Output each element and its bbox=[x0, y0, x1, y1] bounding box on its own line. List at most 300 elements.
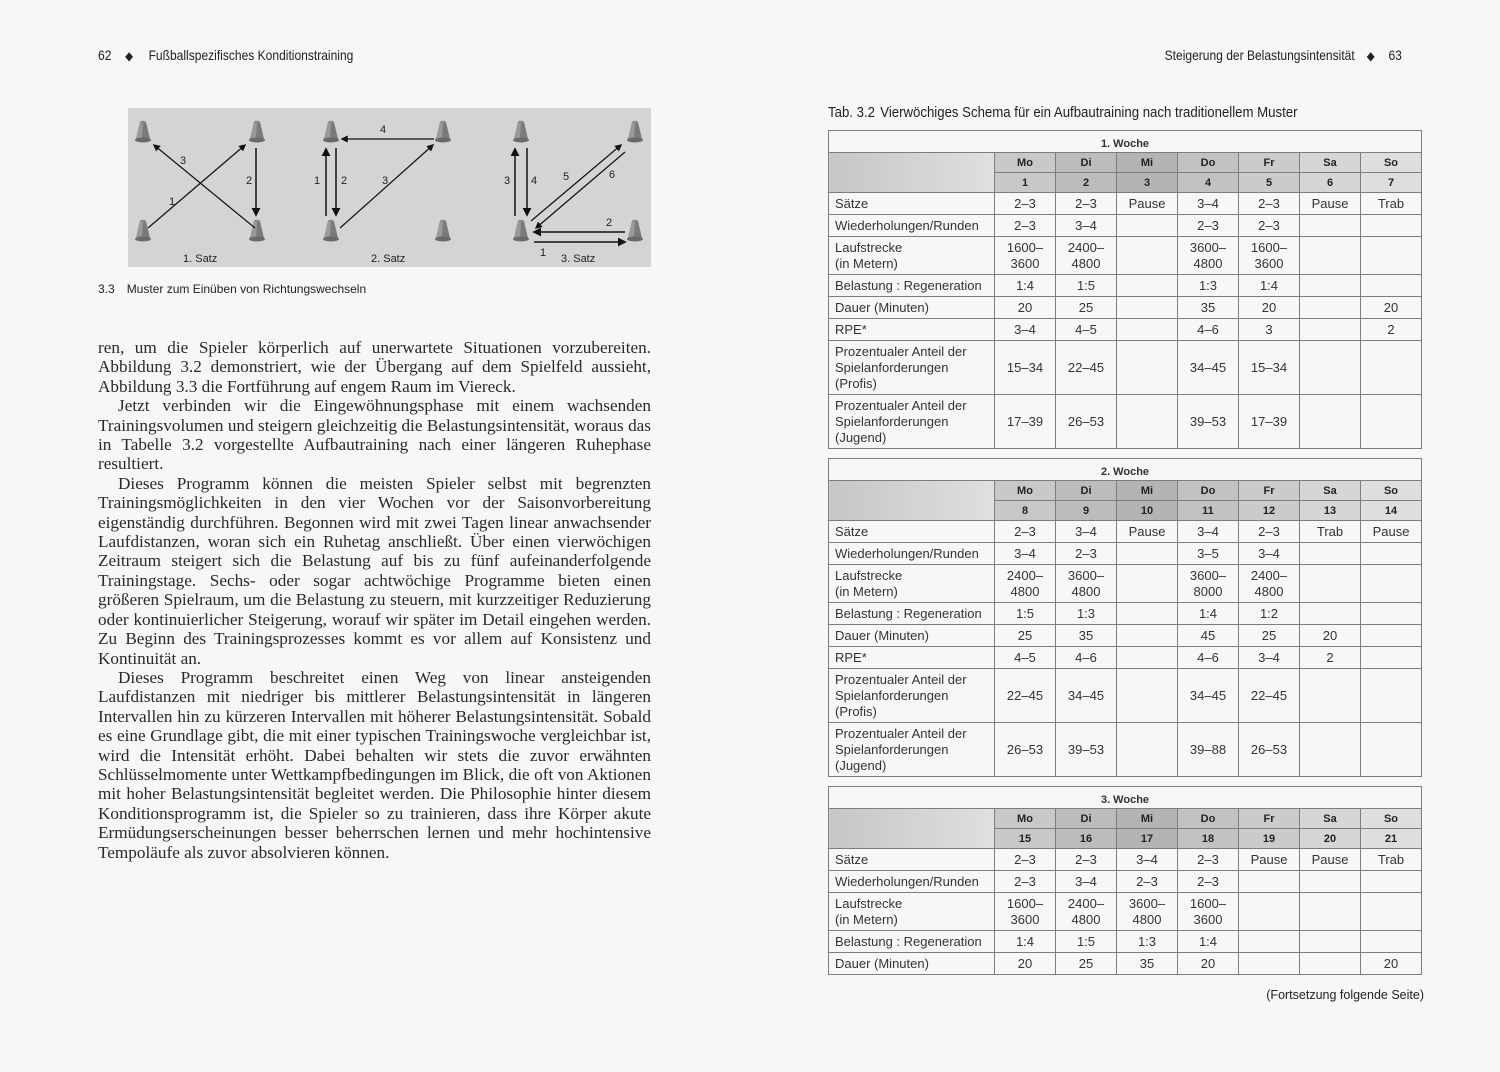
cell-value-line: 4800 bbox=[1132, 911, 1162, 927]
cell-value: Pause bbox=[1300, 193, 1361, 215]
cell-value: 4–6 bbox=[1178, 319, 1239, 341]
cell-value: 2–3 bbox=[1178, 849, 1239, 871]
cell-value-line: 2400– bbox=[1006, 567, 1044, 583]
cell-value: 2–3 bbox=[1239, 193, 1300, 215]
cell-value bbox=[1300, 953, 1361, 975]
cell-value: 1:4 bbox=[1239, 275, 1300, 297]
day-header: So bbox=[1361, 481, 1422, 501]
table-row bbox=[829, 647, 1422, 669]
cell-value-line: 3600– bbox=[1067, 567, 1105, 583]
cell-value: 20 bbox=[1178, 953, 1239, 975]
cell-value bbox=[1361, 931, 1422, 953]
cell-value bbox=[1300, 669, 1361, 723]
cell-value: 15–34 bbox=[1239, 341, 1300, 395]
row-label-line: Wiederholungen/Runden bbox=[835, 545, 979, 561]
day-number: 4 bbox=[1178, 173, 1239, 193]
table-row bbox=[829, 931, 1422, 953]
week-table-2 bbox=[828, 458, 1422, 777]
row-label bbox=[829, 647, 995, 669]
svg-text:5: 5 bbox=[563, 171, 570, 183]
day-header: Mi bbox=[1117, 481, 1178, 501]
figure-direction-change-patterns bbox=[128, 108, 651, 267]
table-row bbox=[829, 565, 1422, 603]
header-corner bbox=[829, 809, 995, 849]
cell-value: 3–5 bbox=[1178, 543, 1239, 565]
row-label bbox=[829, 275, 995, 297]
table-row bbox=[829, 849, 1422, 871]
row-label-line: Laufstrecke bbox=[835, 567, 903, 583]
row-label bbox=[829, 297, 995, 319]
cell-value bbox=[1239, 931, 1300, 953]
day-header: Fr bbox=[1239, 809, 1300, 829]
day-number: 20 bbox=[1300, 829, 1361, 849]
cell-value: 1:4 bbox=[1178, 603, 1239, 625]
cell-value bbox=[1361, 669, 1422, 723]
cell-value-line: 3600 bbox=[1010, 911, 1040, 927]
day-number: 15 bbox=[995, 829, 1056, 849]
cell-value: 4–5 bbox=[1056, 319, 1117, 341]
day-header: So bbox=[1361, 153, 1422, 173]
day-header: Sa bbox=[1300, 153, 1361, 173]
cell-value-line: 2400– bbox=[1067, 239, 1105, 255]
row-label-line: Prozentualer Anteil der bbox=[835, 725, 967, 741]
cell-value: Pause bbox=[1239, 849, 1300, 871]
cell-value: 26–53 bbox=[1239, 723, 1300, 777]
panel-1-satz bbox=[135, 121, 265, 265]
cell-value: 1:3 bbox=[1178, 275, 1239, 297]
row-label bbox=[829, 849, 995, 871]
panel-2-satz bbox=[314, 121, 451, 265]
continuation-note: (Fortsetzung folgende Seite) bbox=[1266, 988, 1424, 1002]
day-header: Fr bbox=[1239, 153, 1300, 173]
cell-value bbox=[1239, 237, 1300, 275]
cell-value: 2–3 bbox=[1178, 871, 1239, 893]
cell-value: 3–4 bbox=[1117, 849, 1178, 871]
cell-value-line: 4800 bbox=[1071, 255, 1101, 271]
cell-value: Trab bbox=[1361, 849, 1422, 871]
cell-value: 39–53 bbox=[1056, 723, 1117, 777]
cell-value bbox=[1300, 395, 1361, 449]
day-number: 18 bbox=[1178, 829, 1239, 849]
cell-value: 1:5 bbox=[1056, 931, 1117, 953]
cell-value: 2–3 bbox=[1056, 849, 1117, 871]
row-label-line: (Jugend) bbox=[835, 757, 887, 773]
cell-value bbox=[1361, 543, 1422, 565]
cell-value: 26–53 bbox=[1056, 395, 1117, 449]
table-row bbox=[829, 893, 1422, 931]
cell-value-line: 1600– bbox=[1250, 239, 1288, 255]
cell-value-line: 4800 bbox=[1071, 911, 1101, 927]
row-label-line: Spielanforderungen bbox=[835, 413, 949, 429]
cell-value-line: 3600 bbox=[1193, 911, 1223, 927]
day-header: Do bbox=[1178, 153, 1239, 173]
day-header: Sa bbox=[1300, 809, 1361, 829]
cell-value bbox=[1361, 893, 1422, 931]
cell-value: 3–4 bbox=[1056, 871, 1117, 893]
cell-value: 3–4 bbox=[995, 319, 1056, 341]
cell-value: 1:4 bbox=[1178, 931, 1239, 953]
cell-value bbox=[1056, 565, 1117, 603]
cell-value bbox=[995, 237, 1056, 275]
cell-value bbox=[1300, 341, 1361, 395]
cell-value: 2–3 bbox=[1056, 543, 1117, 565]
cell-value: 3–4 bbox=[1239, 543, 1300, 565]
cell-value: 4–6 bbox=[1178, 647, 1239, 669]
day-header: So bbox=[1361, 809, 1422, 829]
svg-text:1: 1 bbox=[169, 196, 176, 208]
cell-value-line: 4800 bbox=[1010, 583, 1040, 599]
cell-value-line: 8000 bbox=[1193, 583, 1223, 599]
week-table-3 bbox=[828, 786, 1422, 975]
row-label-line: Prozentualer Anteil der bbox=[835, 343, 967, 359]
day-header: Do bbox=[1178, 481, 1239, 501]
cell-value bbox=[1300, 319, 1361, 341]
table-row bbox=[829, 521, 1422, 543]
cell-value: 3–4 bbox=[1178, 521, 1239, 543]
cell-value: Pause bbox=[1117, 521, 1178, 543]
table-title-text: Vierwöchiges Schema für ein Aufbautraining nach traditionellem Muster bbox=[880, 104, 1298, 121]
day-number: 14 bbox=[1361, 501, 1422, 521]
paragraph: Dieses Programm können die meisten Spieler selbst mit begrenzten Trainingsmöglichkeiten in den vier Wochen vor der Saisonvorbereitung eigenständig durchführen. Begonnen wird mit zwei Tagen linear anwachsender Laufdistanzen, woran sich ein Ruhetag anschließt. Über einen vierwöchigen Zeitraum steigert sich die Belastung auf bis zu fünf aufeinanderfolgende Trainingstage. Sechs- oder sogar achtwöchige Programme bieten einen größeren Spielraum, um die Belastung zu steuern, mit kurzzeitiger Reduzierung oder kontinuierlicher Steigerung, worauf wir später im Detail eingehen werden. Zu Beginn des Trainingsprozesses kommt es vor allem auf Konsistenz und Kontinuität an. bbox=[98, 473, 651, 668]
row-label bbox=[829, 931, 995, 953]
cell-value-line: 3600– bbox=[1189, 567, 1227, 583]
row-label bbox=[829, 193, 995, 215]
day-number: 13 bbox=[1300, 501, 1361, 521]
cell-value bbox=[1239, 893, 1300, 931]
row-label-line: Sätze bbox=[835, 851, 869, 867]
paragraph: Jetzt verbinden wir die Eingewöhnungsphase mit einem wachsenden Trainingsvolumen und steigern gleichzeitig die Belastungsintensität, woraus das in Tabelle 3.2 vorgestellte Aufbautraining nach einer längeren Ruhephase resultiert. bbox=[98, 396, 651, 474]
cell-value: 3–4 bbox=[1178, 193, 1239, 215]
svg-text:3: 3 bbox=[504, 175, 511, 187]
row-label bbox=[829, 871, 995, 893]
cell-value bbox=[1239, 565, 1300, 603]
cell-value: 22–45 bbox=[1239, 669, 1300, 723]
cell-value: 1:3 bbox=[1056, 603, 1117, 625]
svg-text:1: 1 bbox=[540, 247, 547, 259]
row-label bbox=[829, 953, 995, 975]
table-row bbox=[829, 625, 1422, 647]
cell-value: 1:5 bbox=[1056, 275, 1117, 297]
table-row bbox=[829, 871, 1422, 893]
row-label-line: Belastung : Regeneration bbox=[835, 933, 982, 949]
cell-value: 3–4 bbox=[995, 543, 1056, 565]
row-label-line: Prozentualer Anteil der bbox=[835, 397, 967, 413]
cell-value bbox=[1117, 893, 1178, 931]
paragraph: Dieses Programm beschreitet einen Weg von linear ansteigenden Laufdistanzen mit niedriger bis mittlerer Belastungsintensität in längeren Intervallen hin zu kürzeren Intervallen mit höherer Belastungsintensität. Sobald es eine Grundlage gibt, die mit einer typischen Trainingswoche vergleichbar ist, wird die Intensität erhöht. Dabei behalten wir stets die zuvor erwähnten Schlüsselmomente unter Wettkampfbedingungen im Blick, die oft von Aktionen mit hoher Belastungsintensität begleitet werden. Die Philosophie hinter diesem Konditionsprogramm ist, die Spieler so zu trainieren, dass ihre Körper akute Ermüdungserscheinungen besser beherrschen lernen und mehr hochintensive Tempoläufe als zuvor absolvieren können. bbox=[98, 667, 651, 862]
row-label-line: Belastung : Regeneration bbox=[835, 605, 982, 621]
cell-value: 4–5 bbox=[995, 647, 1056, 669]
row-label-line: Dauer (Minuten) bbox=[835, 299, 929, 315]
cell-value-line: 3600 bbox=[1010, 255, 1040, 271]
left-page-number: 62 bbox=[98, 47, 112, 63]
svg-text:1: 1 bbox=[314, 175, 321, 187]
cell-value: 25 bbox=[1056, 297, 1117, 319]
row-label bbox=[829, 237, 995, 275]
cell-value: 39–53 bbox=[1178, 395, 1239, 449]
row-label-line: Dauer (Minuten) bbox=[835, 627, 929, 643]
table-row bbox=[829, 603, 1422, 625]
cell-value: 25 bbox=[995, 625, 1056, 647]
cell-value bbox=[1117, 603, 1178, 625]
row-label bbox=[829, 543, 995, 565]
day-header: Di bbox=[1056, 481, 1117, 501]
cell-value-line: 4800 bbox=[1254, 583, 1284, 599]
cell-value: 26–53 bbox=[995, 723, 1056, 777]
table-row bbox=[829, 297, 1422, 319]
cell-value bbox=[1117, 319, 1178, 341]
cell-value bbox=[1300, 297, 1361, 319]
cell-value bbox=[1300, 237, 1361, 275]
row-label bbox=[829, 565, 995, 603]
svg-text:2. Satz: 2. Satz bbox=[371, 253, 406, 265]
row-label-line: RPE* bbox=[835, 649, 867, 665]
day-number: 2 bbox=[1056, 173, 1117, 193]
cell-value bbox=[1300, 215, 1361, 237]
cell-value bbox=[1361, 871, 1422, 893]
day-number: 6 bbox=[1300, 173, 1361, 193]
cell-value bbox=[1361, 215, 1422, 237]
row-label-line: (in Metern) bbox=[835, 911, 898, 927]
cell-value bbox=[1117, 341, 1178, 395]
cell-value bbox=[1178, 565, 1239, 603]
diamond-separator-icon: ◆ bbox=[125, 49, 134, 63]
row-label-line: Spielanforderungen bbox=[835, 741, 949, 757]
svg-text:3. Satz: 3. Satz bbox=[561, 253, 596, 265]
cell-value bbox=[1239, 871, 1300, 893]
cell-value: 2–3 bbox=[995, 849, 1056, 871]
svg-text:4: 4 bbox=[531, 175, 538, 187]
cell-value: 2–3 bbox=[1056, 193, 1117, 215]
cell-value-line: 3600– bbox=[1189, 239, 1227, 255]
cell-value bbox=[1361, 275, 1422, 297]
row-label-line: Wiederholungen/Runden bbox=[835, 217, 979, 233]
cell-value: 2–3 bbox=[1178, 215, 1239, 237]
cell-value: 1:5 bbox=[995, 603, 1056, 625]
cell-value bbox=[1300, 275, 1361, 297]
cell-value: 39–88 bbox=[1178, 723, 1239, 777]
cell-value bbox=[1117, 237, 1178, 275]
cell-value: 2–3 bbox=[1239, 521, 1300, 543]
day-header: Mo bbox=[995, 481, 1056, 501]
cell-value: 20 bbox=[995, 953, 1056, 975]
cell-value: 3–4 bbox=[1056, 215, 1117, 237]
cell-value bbox=[1361, 341, 1422, 395]
row-label bbox=[829, 319, 995, 341]
cell-value bbox=[1117, 565, 1178, 603]
cell-value-line: 1600– bbox=[1006, 895, 1044, 911]
cell-value: 35 bbox=[1178, 297, 1239, 319]
cell-value: 34–45 bbox=[1178, 341, 1239, 395]
row-label-line: Wiederholungen/Runden bbox=[835, 873, 979, 889]
cell-value-line: 3600– bbox=[1128, 895, 1166, 911]
cell-value-line: 4800 bbox=[1071, 583, 1101, 599]
cell-value bbox=[1117, 297, 1178, 319]
cell-value: Trab bbox=[1361, 193, 1422, 215]
cell-value: 20 bbox=[995, 297, 1056, 319]
cell-value bbox=[1300, 931, 1361, 953]
cell-value bbox=[1117, 395, 1178, 449]
cell-value: 3 bbox=[1239, 319, 1300, 341]
table-label: Tab. 3.2 bbox=[828, 104, 875, 121]
cell-value: 2–3 bbox=[995, 871, 1056, 893]
cell-value: 4–6 bbox=[1056, 647, 1117, 669]
day-number: 11 bbox=[1178, 501, 1239, 521]
day-number: 9 bbox=[1056, 501, 1117, 521]
cell-value: 20 bbox=[1361, 953, 1422, 975]
cell-value: 1:2 bbox=[1239, 603, 1300, 625]
cell-value: 17–39 bbox=[995, 395, 1056, 449]
table-row bbox=[829, 543, 1422, 565]
row-label-line: Sätze bbox=[835, 523, 869, 539]
day-number: 10 bbox=[1117, 501, 1178, 521]
cell-value bbox=[1117, 625, 1178, 647]
cell-value bbox=[1056, 237, 1117, 275]
cell-value-line: 3600 bbox=[1254, 255, 1284, 271]
svg-text:3: 3 bbox=[180, 155, 187, 167]
cell-value bbox=[1300, 603, 1361, 625]
cell-value: 45 bbox=[1178, 625, 1239, 647]
cell-value bbox=[1300, 871, 1361, 893]
row-label bbox=[829, 341, 995, 395]
cell-value bbox=[1361, 647, 1422, 669]
cell-value: 1:4 bbox=[995, 931, 1056, 953]
row-label-line: Spielanforderungen bbox=[835, 359, 949, 375]
row-label-line: Laufstrecke bbox=[835, 895, 903, 911]
row-label bbox=[829, 521, 995, 543]
cell-value: 22–45 bbox=[995, 669, 1056, 723]
cell-value: 20 bbox=[1361, 297, 1422, 319]
day-number: 1 bbox=[995, 173, 1056, 193]
row-label bbox=[829, 669, 995, 723]
cell-value: 3–4 bbox=[1056, 521, 1117, 543]
day-number: 17 bbox=[1117, 829, 1178, 849]
table-row bbox=[829, 193, 1422, 215]
left-running-title: Fußballspezifisches Konditionstraining bbox=[148, 47, 354, 63]
cell-value bbox=[1361, 603, 1422, 625]
cell-value: 2–3 bbox=[1117, 871, 1178, 893]
cell-value: 2–3 bbox=[995, 521, 1056, 543]
cell-value bbox=[1178, 237, 1239, 275]
cell-value bbox=[1300, 565, 1361, 603]
cell-value: 15–34 bbox=[995, 341, 1056, 395]
cell-value-line: 1600– bbox=[1189, 895, 1227, 911]
table-row bbox=[829, 275, 1422, 297]
paragraph: ren, um die Spieler körperlich auf unerwartete Situationen vorzubereiten. Abbildung 3.2 demonstriert, wie der Übergang auf dem Spielfeld aussieht, Abbildung 3.3 die Fortführung auf engem Raum im Viereck. bbox=[98, 338, 651, 396]
cell-value: 35 bbox=[1056, 625, 1117, 647]
cell-value bbox=[1117, 215, 1178, 237]
day-number: 19 bbox=[1239, 829, 1300, 849]
week-title: 2. Woche bbox=[829, 459, 1422, 481]
row-label-line: (Profis) bbox=[835, 703, 877, 719]
cell-value: 2–3 bbox=[995, 193, 1056, 215]
cell-value: 2–3 bbox=[1239, 215, 1300, 237]
cell-value bbox=[1361, 723, 1422, 777]
day-number: 3 bbox=[1117, 173, 1178, 193]
cell-value-line: 1600– bbox=[1006, 239, 1044, 255]
svg-text:1. Satz: 1. Satz bbox=[183, 253, 218, 265]
day-header: Mo bbox=[995, 153, 1056, 173]
cell-value: 1:4 bbox=[995, 275, 1056, 297]
right-page-number: 63 bbox=[1388, 47, 1402, 63]
cell-value: Pause bbox=[1300, 849, 1361, 871]
table-row bbox=[829, 669, 1422, 723]
row-label bbox=[829, 723, 995, 777]
cell-value bbox=[1300, 543, 1361, 565]
table-row bbox=[829, 341, 1422, 395]
panel-3-satz bbox=[504, 121, 643, 265]
day-header: Mi bbox=[1117, 809, 1178, 829]
cell-value: 35 bbox=[1117, 953, 1178, 975]
cell-value bbox=[1300, 723, 1361, 777]
cell-value bbox=[995, 893, 1056, 931]
table-row bbox=[829, 953, 1422, 975]
row-label-line: Laufstrecke bbox=[835, 239, 903, 255]
day-header: Fr bbox=[1239, 481, 1300, 501]
row-label-line: Belastung : Regeneration bbox=[835, 277, 982, 293]
table-title bbox=[828, 104, 1298, 121]
body-text bbox=[98, 338, 651, 862]
cell-value bbox=[1117, 543, 1178, 565]
row-label-line: Sätze bbox=[835, 195, 869, 211]
cell-value: 1:3 bbox=[1117, 931, 1178, 953]
day-header: Di bbox=[1056, 809, 1117, 829]
day-number: 5 bbox=[1239, 173, 1300, 193]
row-label bbox=[829, 625, 995, 647]
cell-value bbox=[1361, 237, 1422, 275]
cell-value: 2 bbox=[1300, 647, 1361, 669]
cell-value bbox=[1117, 275, 1178, 297]
day-header: Sa bbox=[1300, 481, 1361, 501]
cell-value: Trab bbox=[1300, 521, 1361, 543]
cell-value: 34–45 bbox=[1056, 669, 1117, 723]
cell-value bbox=[1178, 893, 1239, 931]
row-label-line: Prozentualer Anteil der bbox=[835, 671, 967, 687]
cell-value: 20 bbox=[1300, 625, 1361, 647]
table-row bbox=[829, 723, 1422, 777]
day-number: 12 bbox=[1239, 501, 1300, 521]
cell-value: 3–4 bbox=[1239, 647, 1300, 669]
header-corner bbox=[829, 153, 995, 193]
cell-value bbox=[1361, 395, 1422, 449]
right-running-title: Steigerung der Belastungsintensität bbox=[1164, 47, 1355, 63]
cell-value bbox=[1239, 953, 1300, 975]
cell-value bbox=[1117, 669, 1178, 723]
cell-value bbox=[1117, 647, 1178, 669]
row-label bbox=[829, 603, 995, 625]
day-number: 21 bbox=[1361, 829, 1422, 849]
week-title: 3. Woche bbox=[829, 787, 1422, 809]
cell-value bbox=[1361, 565, 1422, 603]
header-corner bbox=[829, 481, 995, 521]
cell-value bbox=[1056, 893, 1117, 931]
row-label-line: (Jugend) bbox=[835, 429, 887, 445]
row-label-line: (in Metern) bbox=[835, 255, 898, 271]
day-header: Do bbox=[1178, 809, 1239, 829]
cell-value: 34–45 bbox=[1178, 669, 1239, 723]
right-running-head bbox=[1165, 47, 1402, 63]
row-label-line: (Profis) bbox=[835, 375, 877, 391]
cell-value: Pause bbox=[1117, 193, 1178, 215]
cell-value: 2 bbox=[1361, 319, 1422, 341]
figure-number: 3.3 bbox=[98, 282, 115, 296]
cell-value: 22–45 bbox=[1056, 341, 1117, 395]
row-label bbox=[829, 215, 995, 237]
day-number: 16 bbox=[1056, 829, 1117, 849]
figure-caption bbox=[98, 282, 366, 296]
left-running-head bbox=[98, 47, 353, 63]
cell-value bbox=[1361, 625, 1422, 647]
cell-value: 25 bbox=[1056, 953, 1117, 975]
